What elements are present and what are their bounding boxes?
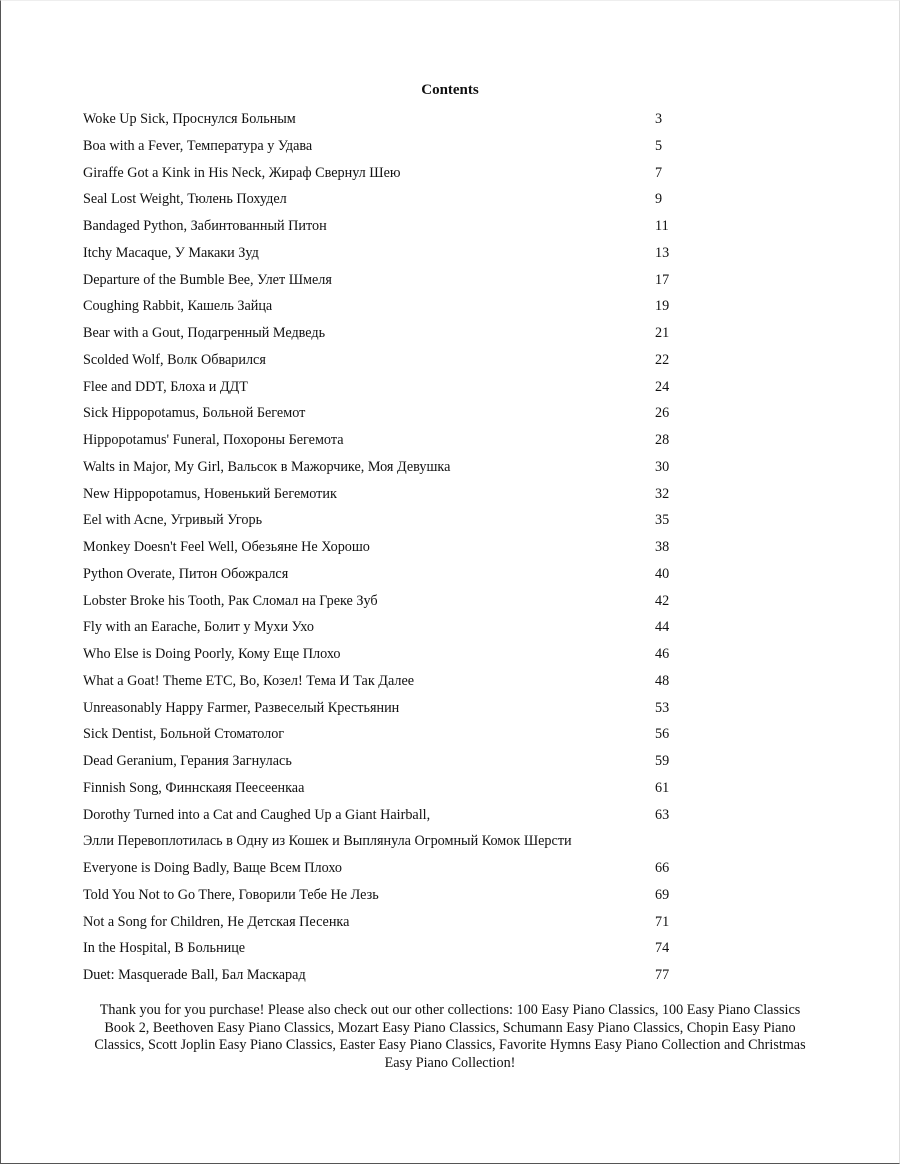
toc-entry-page-number: 5: [655, 137, 663, 154]
toc-entry: [83, 641, 683, 668]
toc-entry: [83, 561, 683, 588]
toc-entry: [83, 400, 683, 427]
toc-entry: [83, 133, 683, 160]
toc-entry-title: Lobster Broke his Tooth, Рак Сломал на Греке Зуб: [83, 592, 378, 609]
toc-entry: [83, 213, 683, 240]
toc-entry-page-number: 30: [655, 458, 670, 475]
toc-entry-page-number: 56: [655, 726, 670, 743]
toc-entry: [83, 293, 683, 320]
toc-entry-title: Walts in Major, My Girl, Вальсок в Мажорчике, Моя Девушка: [83, 458, 451, 475]
toc-entry: [83, 614, 683, 641]
toc-entry-title: Itchy Macaque, У Макаки Зуд: [83, 244, 259, 261]
thank-you-note: Thank you for you purchase! Please also check out our other collections: 100 Easy Piano Classics, 100 Easy Piano Classics Book 2, Beethoven Easy Piano Classics, Mozart Easy Piano Classics, Schumann Easy Piano Classics, Chopin Easy Piano Classics, Scott Joplin Easy Piano Classics, Easter Easy Piano Classics, Favorite Hymns Easy Piano Collection and Christmas Easy Piano Collection!: [94, 1002, 806, 1072]
toc-entry-page-number: 61: [655, 779, 670, 796]
toc-entry-title: Sick Dentist, Больной Стоматолог: [83, 726, 285, 743]
table-of-contents: [83, 106, 683, 989]
toc-entry-title: Told You Not to Go There, Говорили Тебе Не Лезь: [83, 886, 379, 903]
toc-entry: [83, 534, 683, 561]
toc-entry: [83, 855, 683, 882]
toc-entry-page-number: 9: [655, 191, 663, 208]
toc-entry-page-number: 46: [655, 646, 670, 662]
toc-entry: [83, 427, 683, 454]
toc-entry: [83, 882, 683, 909]
toc-entry: [83, 935, 683, 962]
toc-entry-title: Fly with an Earache, Болит у Мухи Ухо: [83, 619, 314, 636]
toc-entry-title: Unreasonably Happy Farmer, Развеселый Крестьянин: [83, 699, 400, 716]
toc-entry: [83, 828, 683, 855]
toc-entry: [83, 721, 683, 748]
toc-entry-title: Bandaged Python, Забинтованный Питон: [83, 218, 327, 234]
toc-entry-page-number: 59: [655, 753, 670, 769]
toc-entry: [83, 454, 683, 481]
toc-entry-title: Boa with a Fever, Температура у Удава: [83, 137, 313, 154]
toc-entry-title: Departure of the Bumble Bee, Улет Шмеля: [83, 271, 332, 288]
toc-entry-page-number: 13: [655, 244, 670, 261]
toc-entry-title: In the Hospital, В Больнице: [83, 940, 246, 957]
toc-entry-title: Finnish Song, Финнскаяя Пеесеенкаа: [83, 779, 305, 796]
toc-entry-page-number: 35: [655, 512, 670, 529]
toc-entry-page-number: 66: [655, 860, 670, 876]
toc-entry-page-number: 21: [655, 325, 670, 341]
toc-entry-title: Hippopotamus' Funeral, Похороны Бегемота: [83, 432, 344, 448]
toc-entry-page-number: 74: [655, 940, 670, 957]
toc-entry: [83, 695, 683, 722]
toc-entry-title: Dead Geranium, Герания Загнулась: [83, 753, 292, 769]
toc-entry-page-number: 26: [655, 405, 670, 422]
toc-entry-page-number: 53: [655, 699, 670, 716]
toc-entry: [83, 748, 683, 775]
toc-entry-page-number: 32: [655, 485, 670, 502]
toc-entry: [83, 240, 683, 267]
toc-entry: [83, 347, 683, 374]
toc-entry-title: Python Overate, Питон Обожрался: [83, 565, 289, 582]
toc-entry: [83, 588, 683, 615]
toc-entry-title: Duet: Masquerade Ball, Бал Маскарад: [83, 967, 306, 983]
toc-entry-title: Giraffe Got a Kink in His Neck, Жираф Свернул Шею: [83, 164, 401, 181]
toc-entry: [83, 160, 683, 187]
toc-entry-title: Who Else is Doing Poorly, Кому Еще Плохо: [83, 646, 341, 662]
toc-entry: [83, 186, 683, 213]
toc-entry: [83, 106, 683, 133]
toc-entry-title: What a Goat! Theme ETC, Во, Козел! Тема И Так Далее: [83, 672, 415, 689]
toc-entry-title: Not a Song for Children, Не Детская Песенка: [83, 913, 350, 930]
toc-entry-page-number: 7: [655, 164, 663, 181]
toc-entry-page-number: 40: [655, 565, 670, 582]
toc-entry-page-number: 11: [655, 218, 669, 234]
toc-entry-page-number: 38: [655, 539, 670, 555]
toc-entry-title: Bear with a Gout, Подагренный Медведь: [83, 325, 326, 341]
toc-entry-title: New Hippopotamus, Новенький Бегемотик: [83, 485, 337, 502]
toc-entry-page-number: 42: [655, 592, 670, 609]
toc-entry-title: Everyone is Doing Badly, Ваще Всем Плохо: [83, 860, 342, 876]
toc-entry: [83, 802, 683, 829]
toc-entry-page-number: 77: [655, 967, 670, 983]
toc-entry-page-number: 17: [655, 271, 670, 288]
toc-entry: [83, 909, 683, 936]
toc-entry-page-number: 48: [655, 672, 670, 689]
toc-entry: [83, 481, 683, 508]
toc-entry-page-number: 22: [655, 351, 670, 368]
toc-entry: [83, 668, 683, 695]
toc-entry-title: Flee and DDT, Блоха и ДДТ: [83, 378, 248, 395]
toc-entry-page-number: 69: [655, 886, 670, 903]
toc-entry-title: Scolded Wolf, Волк Обварился: [83, 351, 266, 368]
toc-entry: [83, 267, 683, 294]
toc-entry: [83, 320, 683, 347]
toc-entry-page-number: 24: [655, 378, 670, 395]
toc-entry-title: Элли Перевоплотилась в Одну из Кошек и Выплянула Огромный Комок Шерсти: [83, 833, 572, 850]
toc-entry-page-number: 44: [655, 619, 670, 636]
toc-entry-page-number: 3: [655, 111, 663, 127]
toc-entry-page-number: 71: [655, 913, 670, 930]
toc-entry-title: Sick Hippopotamus, Больной Бегемот: [83, 405, 306, 422]
toc-entry-title: Woke Up Sick, Проснулся Больным: [83, 111, 296, 127]
toc-entry-title: Seal Lost Weight, Тюлень Похудел: [83, 191, 287, 208]
page-title: Contents: [421, 82, 479, 98]
toc-entry-page-number: 28: [655, 432, 670, 448]
toc-entry-page-number: 19: [655, 298, 670, 315]
toc-entry: [83, 374, 683, 401]
toc-entry-title: Monkey Doesn't Feel Well, Обезьяне Не Хорошо: [83, 539, 370, 555]
toc-entry: [83, 775, 683, 802]
toc-entry-title: Coughing Rabbit, Кашель Зайца: [83, 298, 273, 315]
toc-entry-title: Eel with Acne, Угривый Угорь: [83, 512, 263, 529]
toc-entry: [83, 507, 683, 534]
toc-entry: [83, 962, 683, 989]
toc-entry-page-number: 63: [655, 806, 670, 823]
toc-entry-title: Dorothy Turned into a Cat and Caughed Up a Giant Hairball,: [83, 806, 431, 823]
